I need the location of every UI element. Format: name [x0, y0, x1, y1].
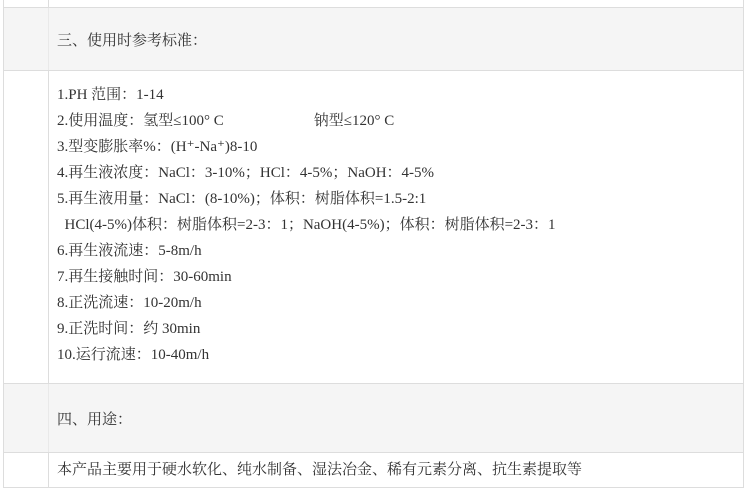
spec-line-temperature: 2.使用温度：氢型≤100° C 钠型≤120° C [57, 113, 395, 129]
spec-line-rinse-flow: 8.正洗流速：10-20m/h [57, 295, 202, 311]
usage-content-row [4, 453, 743, 488]
row-gutter-cell [4, 8, 49, 70]
section-heading-standards: 三、使用时参考标准： [57, 32, 208, 49]
spec-line-regenerant-concentration: 4.再生液浓度：NaCl：3-10%；HCl：4-5%；NaOH：4-5% [57, 165, 435, 181]
spec-line-contact-time: 7.再生接触时间：30-60min [57, 269, 232, 285]
section-heading-row-usage [4, 384, 743, 453]
spec-line-operating-flow: 10.运行流速：10-40m/h [57, 347, 210, 363]
section-heading-row-standards [4, 8, 743, 71]
usage-content-text: 本产品主要用于硬水软化、纯水制备、湿法冶金、稀有元素分离、抗生素提取等 [57, 462, 583, 478]
row-gutter-cell [4, 71, 49, 383]
row-content-cell [49, 0, 743, 7]
spec-line-rinse-time: 9.正洗时间：约 30min [57, 321, 201, 337]
spec-line-ph-range: 1.PH 范围：1-14 [57, 87, 164, 103]
spec-line-regenerant-dosage: 5.再生液用量：NaCl：(8-10%)；体积：树脂体积=1.5-2:1 [57, 191, 427, 207]
spec-line-regenerant-dosage-cont: HCl(4-5%)体积：树脂体积=2-3：1；NaOH(4-5%)；体积：树脂体积=2-3：1 [57, 217, 556, 233]
spec-list-row [4, 71, 743, 384]
spec-list [49, 71, 743, 383]
spec-line-expansion-rate: 3.型变膨胀率%：(H⁺-Na⁺)8-10 [57, 139, 258, 155]
row-gutter-cell [4, 453, 49, 487]
section-heading-usage: 四、用途： [57, 411, 133, 428]
table-row-partial [4, 0, 743, 8]
spec-line-regenerant-flow: 6.再生液流速：5-8m/h [57, 243, 202, 259]
row-gutter-cell [4, 384, 49, 452]
product-spec-table [3, 0, 744, 488]
row-gutter-cell [4, 0, 49, 7]
